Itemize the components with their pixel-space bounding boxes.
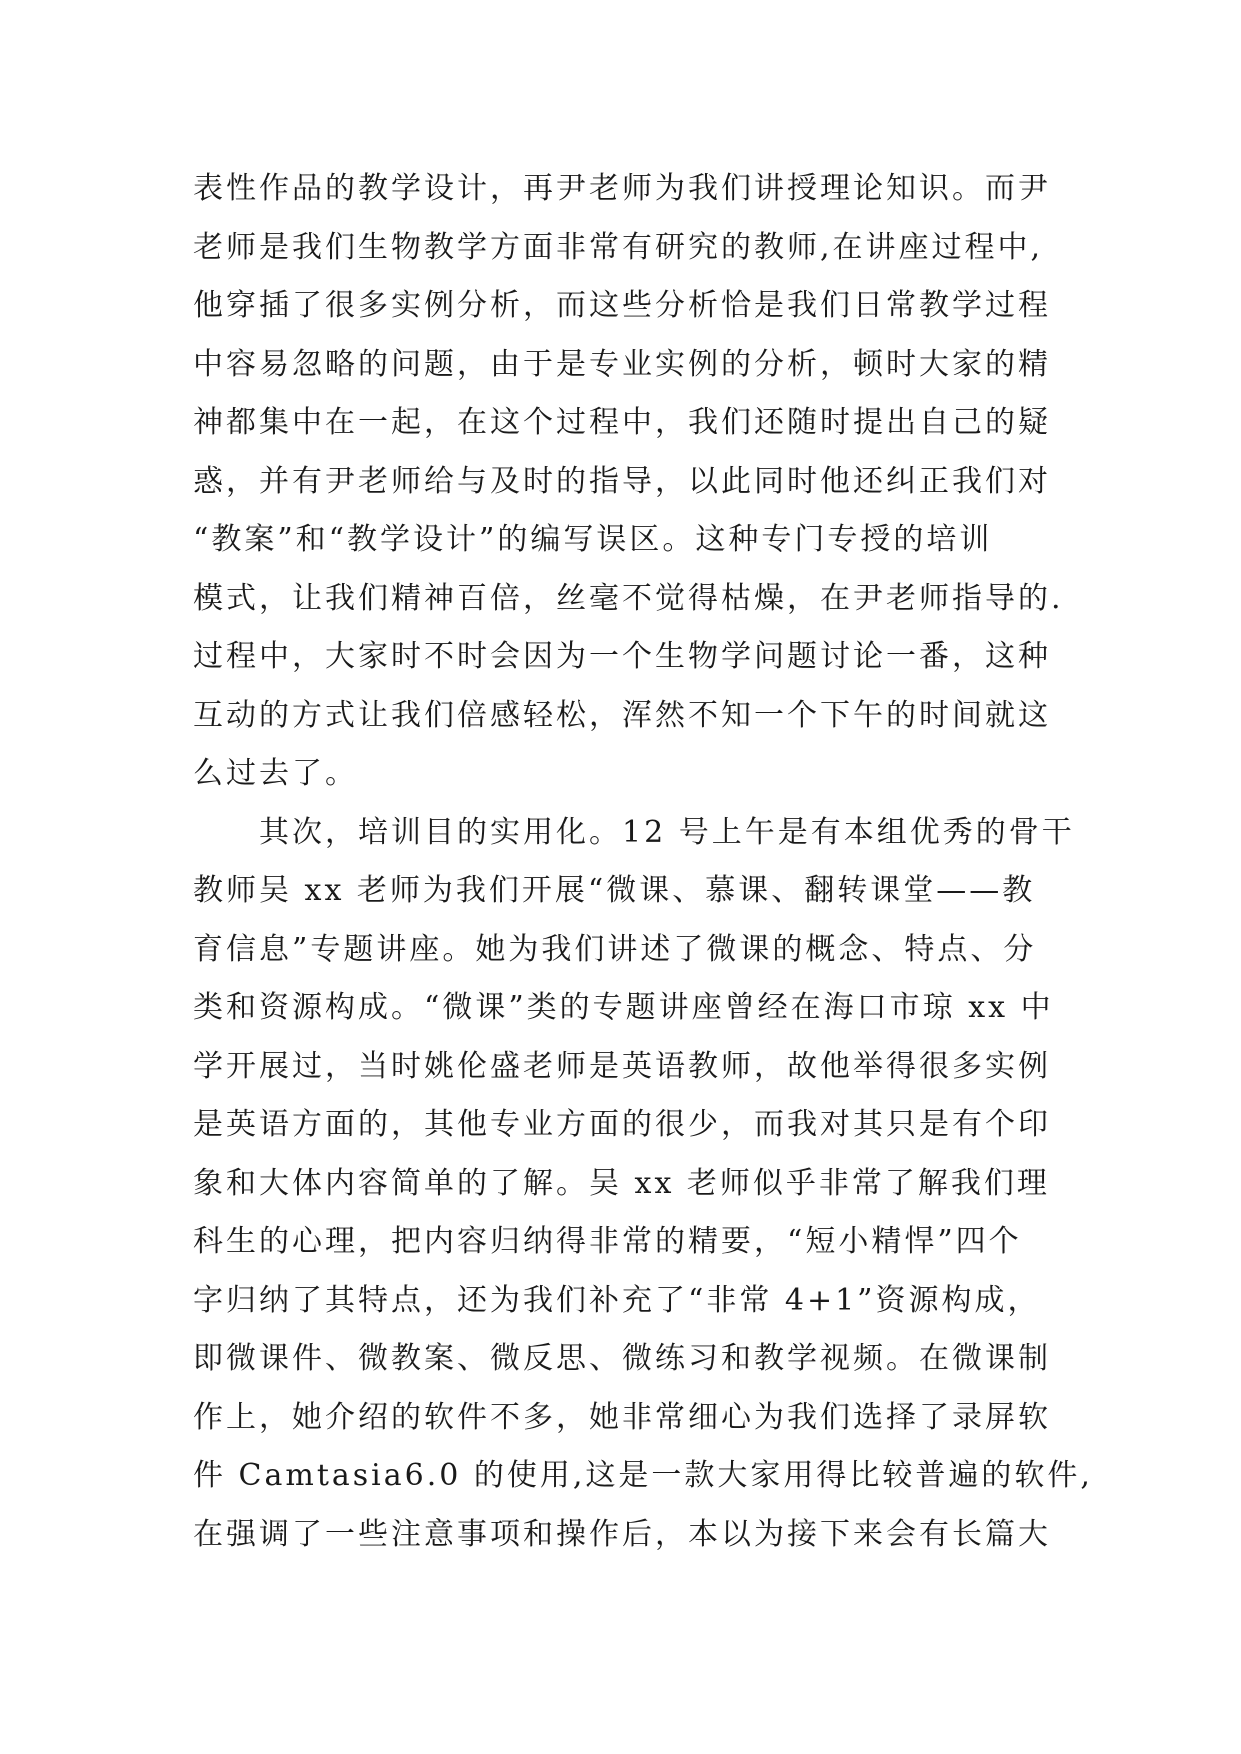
text-line: 在强调了一些注意事项和操作后，本以为接下来会有长篇大 (193, 1516, 1051, 1552)
document-body (193, 160, 1093, 1564)
text-line: 中容易忽略的问题，由于是专业实例的分析，顿时大家的精 (193, 346, 1051, 382)
text-line: 即微课件、微教案、微反思、微练习和教学视频。在微课制 (193, 1341, 1051, 1376)
text-line: 他穿插了很多实例分析，而这些分析恰是我们日常教学过程 (193, 288, 1051, 323)
text-line: 字归纳了其特点，还为我们补充了“非常 4+1”资源构成， (193, 1282, 1041, 1318)
text-line: 科生的心理，把内容归纳得非常的精要，“短小精悍”四个 (193, 1224, 1022, 1259)
text-line: 育信息”专题讲座。她为我们讲述了微课的概念、特点、分 (193, 931, 1037, 967)
text-line: 教师吴 xx 老师为我们开展“微课、慕课、翻转课堂——教 (193, 873, 1036, 908)
text-line: 象和大体内容简单的了解。吴 xx 老师似乎非常了解我们理 (193, 1165, 1050, 1201)
text-line: 模式，让我们精神百倍，丝毫不觉得枯燥，在尹老师指导的. (193, 580, 1064, 616)
text-line: 是英语方面的，其他专业方面的很少，而我对其只是有个印 (193, 1107, 1051, 1142)
text-line: “教案”和“教学设计”的编写误区。这种专门专授的培训 (193, 522, 993, 557)
text-line: 过程中，大家时不时会因为一个生物学问题讨论一番，这种 (193, 639, 1051, 674)
text-line: 作上，她介绍的软件不多，她非常细心为我们选择了录屏软 (193, 1399, 1051, 1435)
text-line: 神都集中在一起，在这个过程中，我们还随时提出自己的疑 (193, 405, 1051, 440)
text-line: 互动的方式让我们倍感轻松，浑然不知一个下午的时间就这 (193, 697, 1051, 733)
text-line: 惑，并有尹老师给与及时的指导，以此同时他还纠正我们对 (193, 463, 1051, 499)
text-line: 类和资源构成。“微课”类的专题讲座曾经在海口市琼 xx 中 (193, 990, 1054, 1025)
text-line: 么过去了。 (193, 756, 358, 791)
text-line: 老师是我们生物教学方面非常有研究的教师,在讲座过程中, (193, 229, 1044, 265)
text-line: 表性作品的教学设计，再尹老师为我们讲授理论知识。而尹 (193, 171, 1051, 206)
text-line: 学开展过，当时姚伦盛老师是英语教师，故他举得很多实例 (193, 1048, 1051, 1084)
text-line: 其次，培训目的实用化。12 号上午是有本组优秀的骨干 (193, 814, 1075, 850)
text-line: 件 Camtasia6.0 的使用,这是一款大家用得比较普遍的软件, (193, 1458, 1093, 1493)
